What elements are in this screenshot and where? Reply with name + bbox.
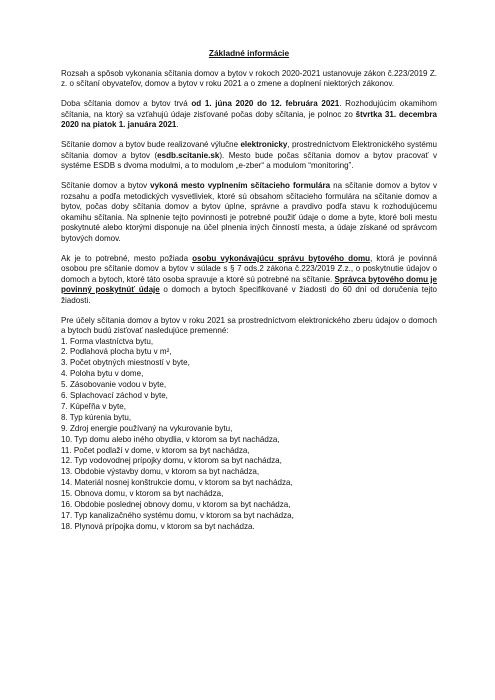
city-form-emphasis: vykoná mesto vyplnením sčítacieho formulára [150,181,331,190]
paragraph-building-manager: Ak je to potrebné, mesto požiada osobu vykonávajúcu správu bytového domu, ktorá je povinná osobou pre sčítanie domov a bytov v súlade s § 7 ods.2 zákona č.223/2019 Z.z., o poskytnutie údajov o domoch a bytoch, ktoré táto osoba spravuje a ktoré sú potrebné na sčítanie. Správca bytového domu je povinný poskytnúť údaje o domoch a bytoch špecifikované v žiadosti do 60 dní od doručenia tejto žiadosti. [61,253,438,305]
paragraph-city-form: Sčítanie domov a bytov vykoná mesto vyplnením sčítacieho formulára na sčítanie domov a bytov v rozsahu a podľa metodických vysvetliviek, ktoré sú obsahom sčítacieho formulára na sčítanie domov a bytov, počas doby sčítania domov a bytov úplne, správne a pravdivo podľa stavu k rozhodujúcemu okamihu sčítania. Na splnenie tejto povinnosti je potrebné použiť údaje o dome a byte, ktoré boli mestu poskytnuté alebo ktorými disponuje na účel plnenia iných činností mesta, a údaje získané od správcom bytových domov. [61,181,437,243]
paragraph-legal-basis: Rozsah a spôsob vykonania sčítania domov a bytov v rokoch 2020-2021 ustanovuje zákon č.223/2019 Z. z. o sčítaní obyvateľov, domov a bytov v roku 2021 a o zmene a doplnení niektorých zákonov. [61,68,437,88]
list-item: 16. Obdobie poslednej obnovy domu, v ktorom sa byt nachádza, [61,500,291,510]
list-item: 6. Splachovací záchod v byte, [61,391,168,401]
list-item: 15. Obnova domu, v ktorom sa byt nachádza, [61,489,224,499]
list-item: 5. Zásobovanie vodou v byte, [61,380,167,390]
list-item: 4. Poloha bytu v dome, [61,369,144,379]
paragraph-electronic-system: Sčítanie domov a bytov bude realizované výlučne elektronicky, prostredníctvom Elektronického systému sčítania domov a bytov (esdb.scitanie.sk). Mesto bude počas sčítania domov a bytov pracovať v systéme ESDB s dvoma modulmi, a to modulom „e-zber“ a modulom “monitoring”. [61,140,438,170]
page-title: Základné informácie [208,48,290,58]
paragraph-variables-intro: Pre účely sčítania domov a bytov v roku 2021 sa prostredníctvom elektronického zberu údajov o domoch a bytoch budú zisťovať nasledujúce premenné: [61,315,437,335]
manager-obligation: Správca bytového domu je povinný poskytnúť údaje [61,274,438,294]
list-item: 7. Kúpeľňa v byte, [61,401,126,411]
list-item: 18. Plynová prípojka domu, v ktorom sa byt nachádza. [61,521,255,531]
list-item: 12. Typ vodovodnej prípojky domu, v ktorom sa byt nachádza, [61,456,282,466]
list-item: 3. Počet obytných miestností v byte, [61,358,190,368]
electronic-emphasis: elektronicky [240,140,288,149]
list-item: 14. Materiál nosnej konštrukcie domu, v ktorom sa byt nachádza, [61,478,293,488]
census-period-dates: od 1. júna 2020 do 12. februára 2021 [191,99,340,108]
list-item: 11. Počet podlaží v dome, v ktorom sa byt nachádza, [61,445,250,455]
variables-list [61,337,437,533]
paragraph-census-period: Doba sčítania domov a bytov trvá od 1. júna 2020 do 12. februára 2021. Rozhodujúcim okamihom sčítania, na ktorý sa vzťahujú údaje zisťované počas doby sčítania, je polnoc zo štvrtka 31. decembra 2020 na piatok 1. januára 2021. [61,99,437,129]
list-item: 1. Forma vlastníctva bytu, [61,336,154,346]
esdb-link-text: esdb.scitanie.sk [157,150,220,160]
list-item: 13. Obdobie výstavby domu, v ktorom sa byt nachádza, [61,467,260,477]
list-item: 8. Typ kúrenia bytu, [61,412,132,422]
document-page [61,48,437,533]
list-item: 10. Typ domu alebo iného obydlia, v ktorom sa byt nachádza, [61,434,280,444]
decisive-moment: štvrtka 31. decembra 2020 na piatok 1. januára 2021 [61,109,437,129]
manager-emphasis: osobu vykonávajúcu správu bytového domu [192,253,371,263]
list-item: 9. Zdroj energie používaný na vykurovanie bytu, [61,423,233,433]
list-item: 2. Podlahová plocha bytu v m², [61,347,172,357]
list-item: 17. Typ kanalizačného systému domu, v ktorom sa byt nachádza, [61,511,294,520]
